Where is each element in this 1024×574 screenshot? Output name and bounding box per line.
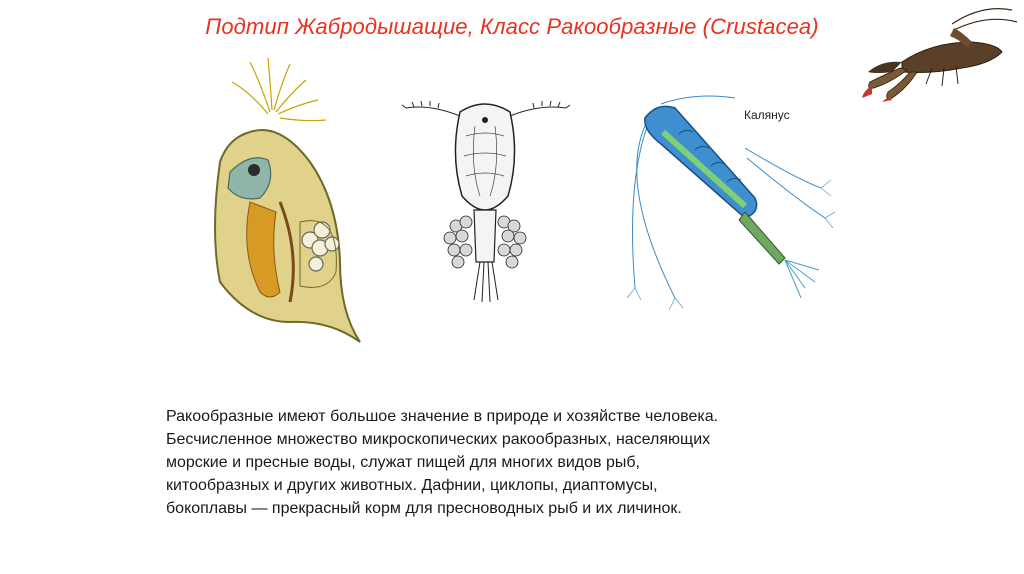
cyclops-illustration bbox=[400, 86, 570, 316]
paragraph-line: бокоплавы — прекрасный корм для пресноводных рыб и их личинок. bbox=[166, 500, 682, 517]
paragraph-line: морские и пресные воды, служат пищей для многих видов рыб, bbox=[166, 454, 640, 471]
calanus-illustration bbox=[605, 88, 855, 318]
body-paragraph bbox=[166, 405, 866, 520]
paragraph-line: Бесчисленное множество микроскопических ракообразных, населяющих bbox=[166, 431, 711, 448]
crayfish-illustration bbox=[862, 2, 1022, 102]
slide-title: Подтип Жабродышащие, Класс Ракообразные (Crustacea) bbox=[205, 14, 819, 39]
calanus-label: Калянус bbox=[744, 108, 790, 122]
daphnia-illustration bbox=[150, 52, 380, 352]
paragraph-line: Ракообразные имеют большое значение в природе и хозяйстве человека. bbox=[166, 408, 719, 425]
paragraph-line: китообразных и других животных. Дафнии, циклопы, диаптомусы, bbox=[166, 477, 658, 494]
